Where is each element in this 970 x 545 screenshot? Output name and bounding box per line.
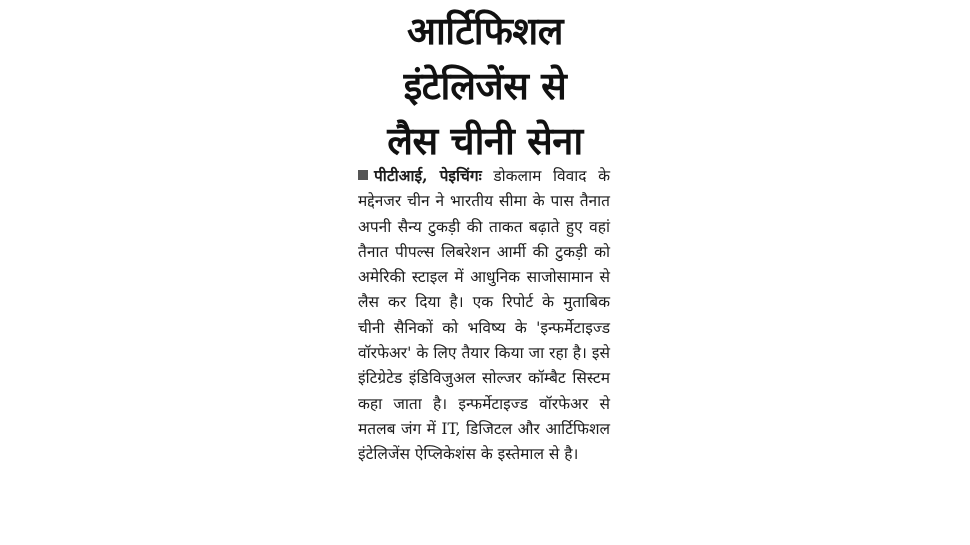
news-clipping: [355, 0, 615, 545]
byline: पीटीआई, पेइचिंगः: [374, 166, 482, 185]
bullet-square-icon: [358, 170, 368, 180]
headline-line-2: इंटेलिजेंस से: [403, 64, 567, 108]
headline-line-1: आर्टिफिशल: [406, 9, 564, 53]
headline-line-3: लैस चीनी सेना: [387, 119, 583, 163]
article-text: डोकलाम विवाद के मद्देनजर चीन ने भारतीय सीमा के पास तैनात अपनी सैन्य टुकड़ी की ताकत बढ़ाते हुए वहां तैनात पीपल्स लिबरेशन आर्मी की टुकड़ी को अमेरिकी स्टाइल में आधुनिक साजोसामान से लैस कर दिया है। एक रिपोर्ट के मुताबिक चीनी सैनिकों को भविष्य के 'इन्फर्मेटाइज्ड वॉरफेअर' के लिए तैयार किया जा रहा है। इसे इंटिग्रेटेड इंडिविजुअल सोल्जर कॉम्बैट सिस्टम कहा जाता है। इन्फर्मेटाइज्ड वॉरफेअर से मतलब जंग में IT, डिजिटल और आर्टिफिशल इंटेलिजेंस ऐप्लिकेशंस के इस्तेमाल से है।: [358, 167, 610, 464]
article-body: [358, 163, 610, 468]
headline: [355, 0, 615, 169]
